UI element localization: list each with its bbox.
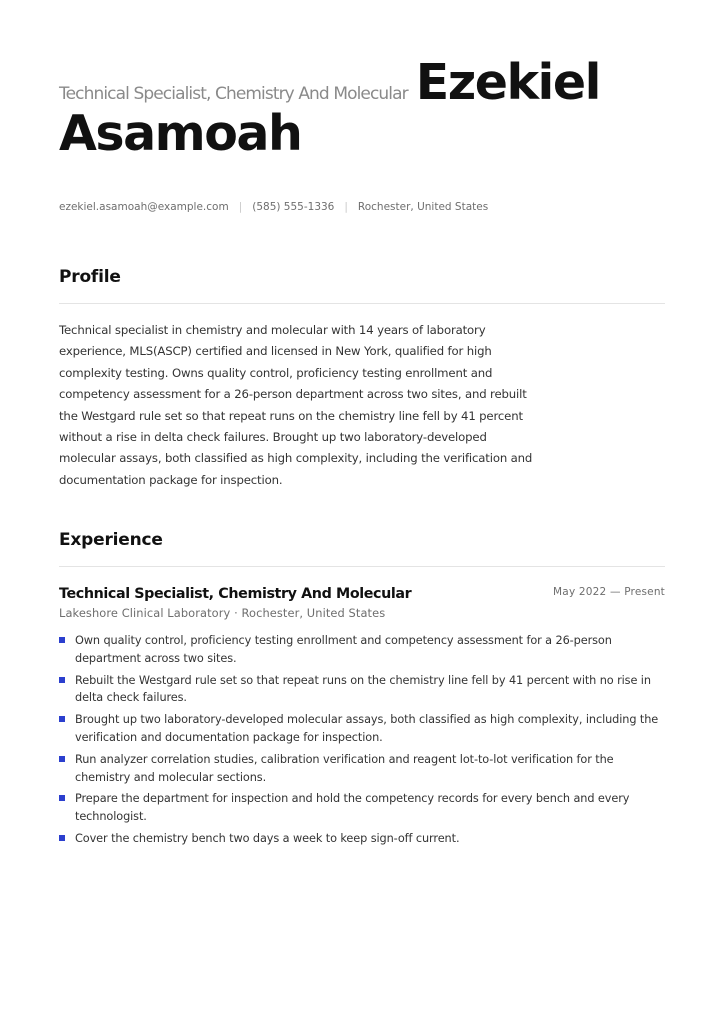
profile-divider — [59, 303, 665, 304]
profile-heading: Profile — [59, 267, 121, 287]
bullet-text: Run analyzer correlation studies, calibration verification and reagent lot-to-lot verification for the chemistry and molecular sections. — [75, 752, 614, 784]
job-header — [59, 583, 665, 602]
profile-text: Technical specialist in chemistry and molecular with 14 years of laboratory experience, MLS(ASCP) certified and licensed in New York, qualified for high complexity testing. Owns quality control, proficiency testing enrollment and competency assessment for a 26-person department across two sites, and rebuilt the Westgard rule set so that repeat runs on the chemistry line fell by 41 percent without a rise in delta check failures. Brought up two laboratory-developed molecular assays, both classified as high complexity, including the verification and documentation package for inspection. — [59, 323, 533, 487]
contact-email: ezekiel.asamoah@example.com — [59, 201, 229, 213]
square-bullet-icon — [59, 716, 65, 722]
square-bullet-icon — [59, 756, 65, 762]
bullet-text: Own quality control, proficiency testing enrollment and competency assessment for a 26-person department across two sites. — [75, 634, 612, 665]
experience-heading: Experience — [59, 530, 163, 550]
bullet-text: Brought up two laboratory-developed molecular assays, both classified as high complexity, including the verification and documentation package for inspection. — [75, 713, 659, 744]
bullet-text: Rebuilt the Westgard rule set so that repeat runs on the chemistry line fell by 41 percent with no rise in delta check failures. — [75, 673, 651, 705]
list-item — [59, 632, 665, 668]
first-name: Ezekiel — [415, 54, 600, 111]
square-bullet-icon — [59, 795, 65, 801]
job-role: Technical Specialist, Chemistry And Molecular — [59, 586, 412, 602]
contact-separator: | — [344, 201, 348, 213]
bullet-text: Cover the chemistry bench two days a week to keep sign-off current. — [75, 831, 460, 845]
bullet-text: Prepare the department for inspection and hold the competency records for every bench and every technologist. — [75, 792, 630, 824]
list-item — [59, 790, 665, 826]
list-item — [59, 672, 665, 708]
experience-divider — [59, 566, 665, 567]
last-name: Asamoah — [59, 105, 302, 162]
job-title: Technical Specialist, Chemistry And Molecular — [59, 84, 408, 104]
job-dates: May 2022 — Present — [553, 586, 665, 598]
contact-line — [59, 201, 488, 213]
contact-phone: (585) 555-1336 — [252, 201, 335, 213]
job-company: Lakeshore Clinical Laboratory · Rochester, United States — [59, 606, 386, 620]
resume-header — [59, 54, 679, 162]
square-bullet-icon — [59, 637, 65, 643]
list-item — [59, 830, 665, 848]
job-bullets — [59, 632, 665, 852]
list-item — [59, 711, 665, 747]
contact-separator: | — [238, 201, 243, 213]
list-item — [59, 751, 665, 787]
square-bullet-icon — [59, 835, 65, 841]
contact-location: Rochester, United States — [357, 201, 489, 213]
square-bullet-icon — [59, 677, 65, 683]
title-line — [59, 54, 679, 111]
